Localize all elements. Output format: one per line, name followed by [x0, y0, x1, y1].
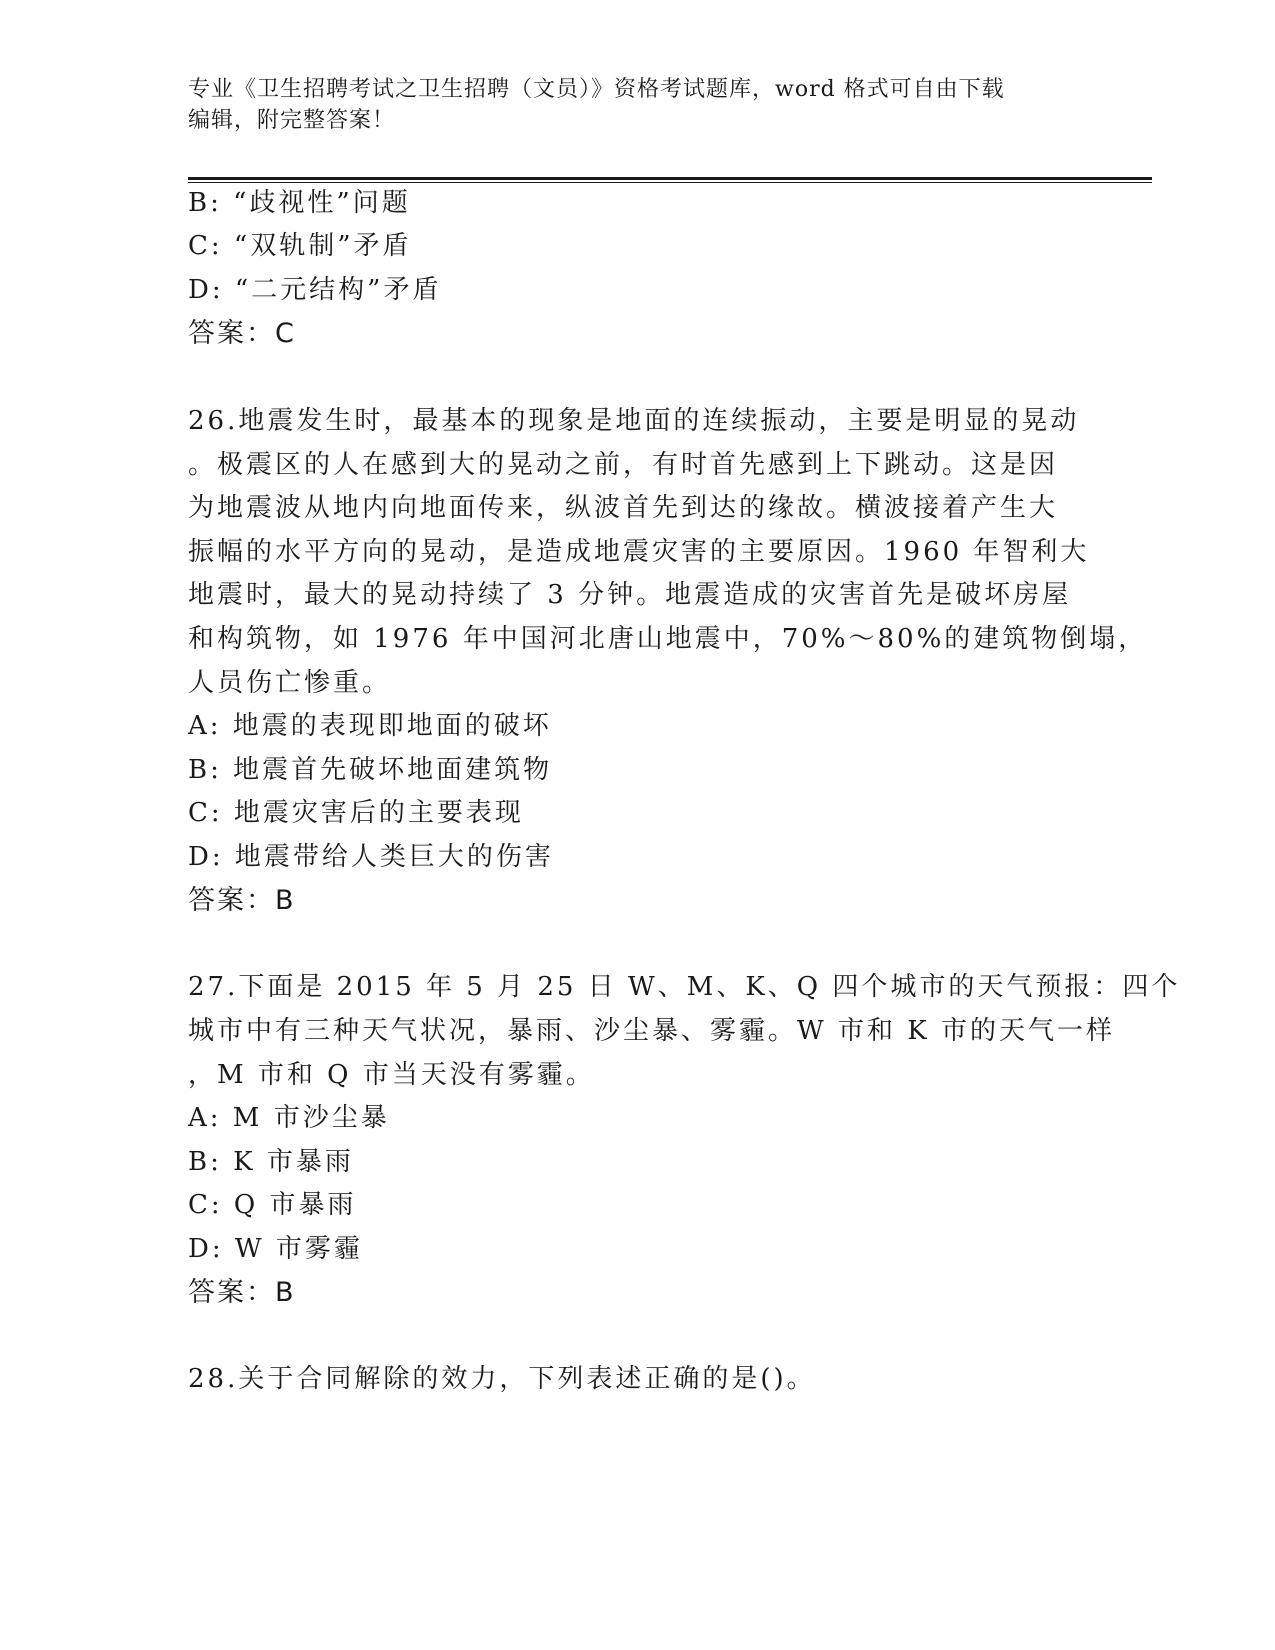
- header-line-1: 专业《卫生招聘考试之卫生招聘（文员）》资格考试题库，word 格式可自由下载: [188, 77, 1005, 102]
- q27-option-b: B: K 市暴雨: [188, 1147, 354, 1177]
- q27-answer: 答案：B: [188, 1277, 296, 1308]
- q26-option-d: D: 地震带给人类巨大的伤害: [188, 842, 554, 872]
- q26-answer: 答案：B: [188, 885, 296, 916]
- q27-option-d: D: W 市雾霾: [188, 1234, 363, 1264]
- q25-answer: 答案：C: [188, 318, 296, 349]
- q27-stem-line: 27.下面是 2015 年 5 月 25 日 W、M、K、Q 四个城市的天气预报：四个: [188, 972, 1181, 1002]
- q26-stem-line: 和构筑物，如 1976 年中国河北唐山地震中，70%～80%的建筑物倒塌，: [188, 624, 1148, 654]
- q25-option-d: D: “二元结构”矛盾: [188, 275, 442, 305]
- q25-option-c: C: “双轨制”矛盾: [188, 231, 412, 261]
- q27-option-a: A: M 市沙尘暴: [188, 1103, 390, 1133]
- q28-stem-line: 28.关于合同解除的效力，下列表述正确的是()。: [188, 1364, 816, 1394]
- q26-option-a: A: 地震的表现即地面的破坏: [188, 711, 552, 741]
- q27-stem-line: 城市中有三种天气状况，暴雨、沙尘暴、雾霾。W 市和 K 市的天气一样: [188, 1016, 1115, 1046]
- q26-stem-line: 振幅的水平方向的晃动，是造成地震灾害的主要原因。1960 年智利大: [188, 537, 1090, 567]
- q27-stem-line: ，M 市和 Q 市当天没有雾霾。: [188, 1060, 595, 1090]
- header-divider-thin: [188, 182, 1152, 183]
- q26-stem-line: 。极震区的人在感到大的晃动之前，有时首先感到上下跳动。这是因: [188, 450, 1059, 480]
- q26-stem-line: 26.地震发生时，最基本的现象是地面的连续振动，主要是明显的晃动: [188, 406, 1080, 436]
- q25-option-b: B: “歧视性”问题: [188, 188, 411, 218]
- q26-stem-line: 人员伤亡惨重。: [188, 668, 392, 698]
- q27-option-c: C: Q 市暴雨: [188, 1190, 357, 1220]
- q26-option-b: B: 地震首先破坏地面建筑物: [188, 755, 553, 785]
- q26-stem-line: 为地震波从地内向地面传来，纵波首先到达的缘故。横波接着产生大: [188, 493, 1059, 523]
- q26-stem-line: 地震时，最大的晃动持续了 3 分钟。地震造成的灾害首先是破坏房屋: [188, 580, 1072, 610]
- page-header: [188, 74, 1068, 136]
- q26-option-c: C: 地震灾害后的主要表现: [188, 798, 524, 828]
- header-line-2: 编辑，附完整答案！: [188, 108, 396, 133]
- header-divider: [188, 177, 1152, 180]
